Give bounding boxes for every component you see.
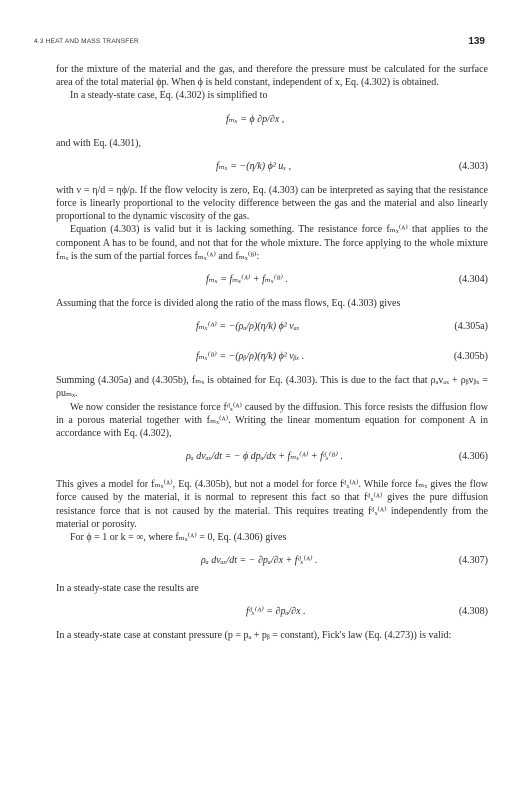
- equation: [56, 267, 488, 293]
- equation-number: (4.308): [458, 606, 488, 618]
- page-body: [56, 63, 488, 643]
- paragraph: with ν = η/d = ηϕ/ρ. If the flow velocity is zero, Eq. (4.303) can be interpreted as saying that the resistance force is linearly proportional to the velocity difference between the gas and the material and also linearly proportional to the dynamic viscosity of the gas.: [56, 184, 488, 223]
- equation-expression: fₘₓ⁽ᴮ⁾ = −(ρᵦ/ρ)(η/k) ϕ² vᵦₓ .: [196, 351, 305, 363]
- paragraph: In a steady-state case the results are: [56, 583, 199, 595]
- equation: [56, 107, 488, 133]
- equation-expression: fₘₓ = −(η/k) ϕ² uₓ ,: [216, 160, 292, 172]
- equation-expression: fᵈₓ⁽ᴬ⁾ = ∂pₐ/∂x .: [246, 606, 306, 618]
- equation: [56, 599, 488, 625]
- paragraph: for the mixture of the material and the gas, and therefore the pressure must be calculated for the surface area of the total material ϕp. When ϕ is held constant, independent of x, Eq. (4.302) is obtained.: [56, 64, 488, 89]
- equation-number: (4.305a): [454, 321, 488, 333]
- page-number: 139: [468, 36, 485, 47]
- equation: [56, 548, 488, 578]
- paragraph: This gives a model for fₘₓ⁽ᴬ⁾, Eq. (4.305b), but not a model for force fᵈₓ⁽ᴬ⁾. While force fₘₓ gives the flow force caused by the material, it is normal to represent this fact so that fᵈₓ⁽ᴬ⁾ gives the pure diffusion resistance force that is not caused by the material. This requires treating fᵈₓ⁽ᴬ⁾ independently from the material or porosity.: [56, 479, 488, 530]
- equation-number: (4.304): [458, 274, 488, 286]
- equation-expression: fₘₓ = fₘₓ⁽ᴬ⁾ + fₘₓ⁽ᴮ⁾ .: [206, 274, 288, 286]
- paragraph: and with Eq. (4.301),: [56, 137, 141, 149]
- paragraph: In a steady-state case at constant pressure (p = pₐ + pᵦ = constant), Fick's law (Eq. (4.273)) is valid:: [56, 630, 452, 642]
- paragraph: In a steady-state case, Eq. (4.302) is simplified to: [70, 90, 268, 102]
- paragraph: Assuming that the force is divided along the ratio of the mass flows, Eq. (4.303) gives: [56, 298, 401, 310]
- equation-expression: ρₐ dvₐₓ/dt = − ϕ dpₐ/dx + fₘₓ⁽ᴬ⁾ + fᵈₓ⁽ᴮ⁾ .: [186, 451, 343, 463]
- paragraph: Summing (4.305a) and (4.305b), fₘₓ is obtained for Eq. (4.303). This is due to the fact that ρₐvₐₓ + ρᵦvᵦₓ = ρuₘₓ.: [56, 375, 488, 400]
- page-header: [34, 36, 485, 50]
- equation-number: (4.307): [458, 555, 488, 567]
- equation-number: (4.303): [458, 160, 488, 172]
- equation-expression: fₘₓ⁽ᴬ⁾ = −(ρₐ/ρ)(η/k) ϕ² vₐₓ: [196, 321, 300, 333]
- equation: [56, 314, 488, 340]
- paragraph: We now consider the resistance force fᵈₓ⁽ᴬ⁾ caused by the diffusion. This force resists the diffusion flow in a porous material together with fₘₓ⁽ᴬ⁾. Writing the linear momentum equation for component A in accordance with Eq. (4.302),: [56, 401, 488, 440]
- running-head: 4.3 HEAT AND MASS TRANSFER: [34, 38, 139, 45]
- equation-number: (4.306): [458, 451, 488, 463]
- equation-expression: fₘₓ = ϕ ∂p/∂x ,: [226, 113, 285, 125]
- paragraph: For ϕ = 1 or k = ∞, where fₘₓ⁽ᴬ⁾ = 0, Eq. (4.306) gives: [70, 532, 287, 544]
- equation-expression: ρₐ dvₐₓ/dt = − ∂pₐ/∂x + fᵈₓ⁽ᴬ⁾ .: [201, 555, 318, 567]
- equation-number: (4.305b): [453, 351, 488, 363]
- equation: [56, 154, 488, 180]
- equation: [56, 344, 488, 370]
- equation: [56, 444, 488, 474]
- paragraph: Equation (4.303) is valid but it is lacking something. The resistance force fₘₓ⁽ᴬ⁾ that applies to the component A has to be found, and not that for the whole mixture. The force applying to the whole mixture fₘₓ is the sum of the partial forces fₘₓ⁽ᴬ⁾ and fₘₓ⁽ᴮ⁾:: [56, 224, 488, 262]
